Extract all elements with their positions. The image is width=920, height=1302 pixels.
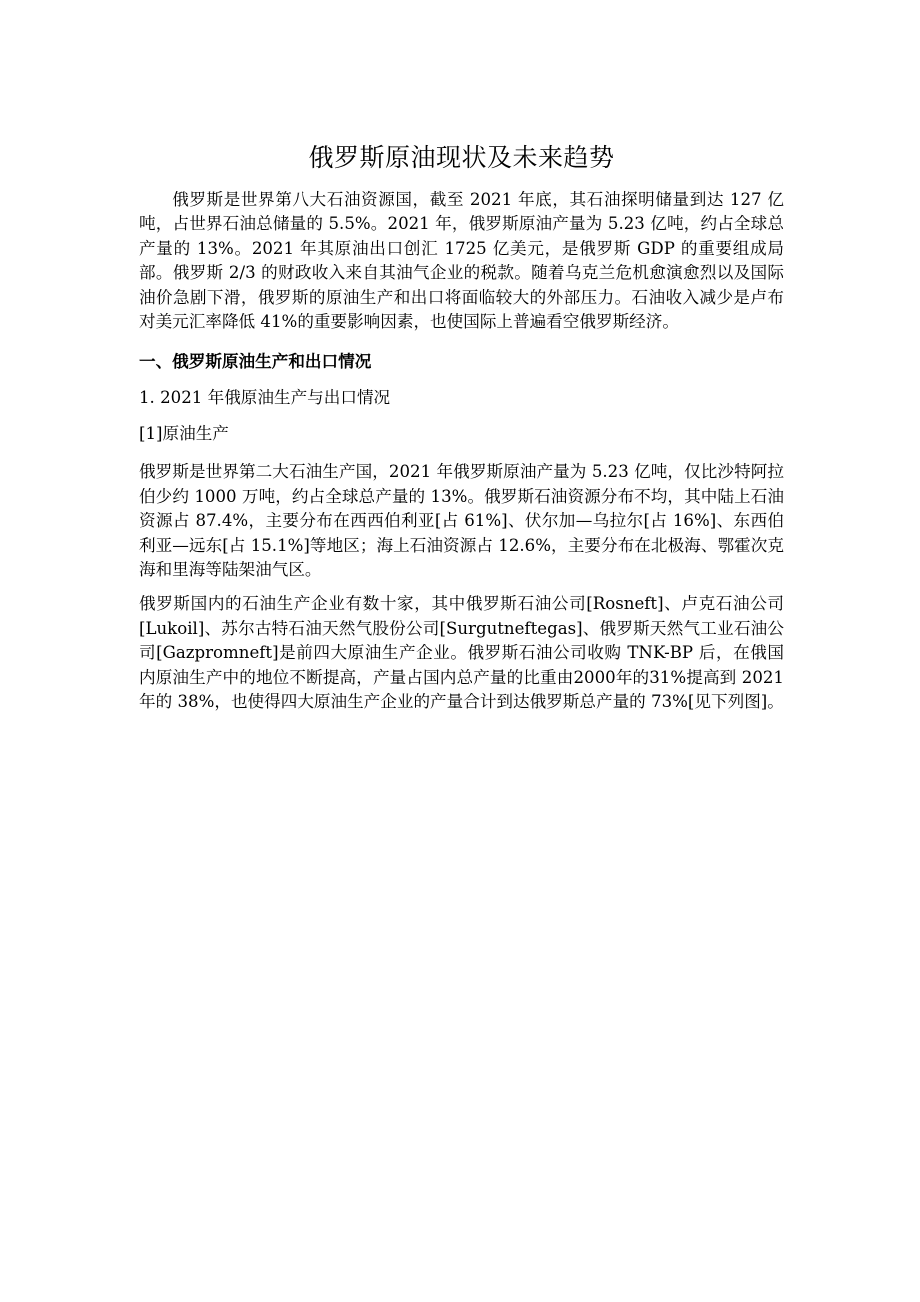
sub-subsection-heading: [1]原油生产	[139, 424, 229, 444]
document-title: 俄罗斯原油现状及未来趋势	[308, 143, 615, 172]
intro-paragraph: 俄罗斯是世界第八大石油资源国，截至 2021 年底，其石油探明储量到达 127 亿吨，占世界石油总储量的 5.5%。2021 年，俄罗斯原油产量为 5.23 亿吨，约占全球总产量的 13%。2021 年其原油出口创汇 1725 亿美元，是俄罗斯 GDP 的重要组成局部。俄罗斯 2/3 的财政收入来自其油气企业的税款。随着乌克兰危机愈演愈烈以及国际油价急剧下滑，俄罗斯的原油生产和出口将面临较大的外部压力。石油收入减少是卢布对美元汇率降低 41%的重要影响因素，也使国际上普遍看空俄罗斯经济。	[139, 190, 784, 332]
document-page	[139, 136, 784, 715]
companies-paragraph: 俄罗斯国内的石油生产企业有数十家，其中俄罗斯石油公司[Rosneft]、卢克石油公司[Lukoil]、苏尔古特石油天然气股份公司[Surgutneftegas]、俄罗斯天然气工业石油公司[Gazpromneft]是前四大原油生产企业。俄罗斯石油公司收购 TNK-BP 后，在俄国内原油生产中的地位不断提高，产量占国内总产量的比重由2000年的31%提高到 2021 年的 38%，也使得四大原油生产企业的产量合计到达俄罗斯总产量的 73%[见下列图]。	[139, 594, 784, 712]
section-heading: 一、俄罗斯原油生产和出口情况	[139, 352, 372, 372]
subsection-heading: 1. 2021 年俄原油生产与出口情况	[139, 388, 391, 408]
production-paragraph: 俄罗斯是世界第二大石油生产国，2021 年俄罗斯原油产量为 5.23 亿吨，仅比沙特阿拉伯少约 1000 万吨，约占全球总产量的 13%。俄罗斯石油资源分布不均，其中陆上石油资源占 87.4%，主要分布在西西伯利亚[占 61%]、伏尔加—乌拉尔[占 16%]、东西伯利亚—远东[占 15.1%]等地区；海上石油资源占 12.6%，主要分布在北极海、鄂霍次克海和里海等陆架油气区。	[139, 462, 784, 580]
